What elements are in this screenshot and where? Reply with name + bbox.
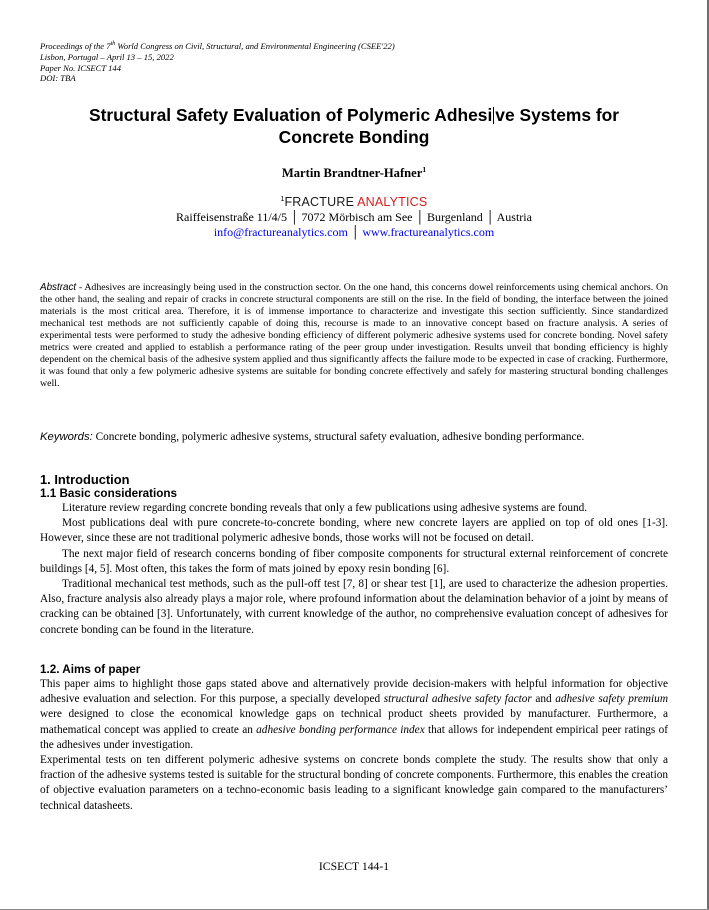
paragraph: This paper aims to highlight those gaps stated above and alternatively provide decision-makers with helpful information for objective adhesive evaluation and selection. For this purpose, a specially developed structural adhesive safety factor and adhesive safety premium were designed to close the economical knowledge gaps on technical product sheets provided by manufacturer. Furthermore, a mathematical concept was applied to create an adhesive bonding performance index that allows for independent empirical peer ratings of the adhesives under investigation. bbox=[40, 678, 668, 751]
section-heading-introduction: 1. Introduction bbox=[40, 472, 130, 487]
header-line-location: Lisbon, Portugal – April 13 – 15, 2022 bbox=[40, 51, 174, 62]
paragraph: Most publications deal with pure concrete-to-concrete bonding, where new concrete layers are applied on top of old ones [1-3]. However, since these are not traditional polymeric adhesive bonds, those works will not be focused on detail. bbox=[40, 517, 668, 545]
company-address: Raiffeisenstraße 11/4/5 │ 7072 Mörbisch am See │ Burgenland │ Austria bbox=[176, 210, 532, 225]
header-line-paper-no: Paper No. ICSECT 144 bbox=[40, 62, 122, 73]
author-name: Martin Brandtner-Hafner$^1$ bbox=[281, 165, 427, 181]
abstract: Abstract - Adhesives are increasingly being used in the construction sector. On the one hand, this concerns dowel reinforcements using chemical anchors. On the other hand, the sealing and repair of cracks in concrete structural components are still on the rise. In the field of bonding, the interface between the joined materials is the most critical area. Therefore, it is of immense importance to characterize and investigate this section sufficiently. Since standardized mechanical test methods are not sufficiently capable of doing this, recourse is made to an innovative concept based on fracture analysis. A series of experimental tests were performed to study the adhesive bonding efficiency of different polymeric adhesive systems used for concrete bonding. Novel safety metrics were created and applied to establish a performance rating of the peer group under investigation. Results unveil that bonding efficiency is highly dependent on the chemical basis of the adhesive system applied and thus significantly affects the failure mode to be expected in case of cracking. Furthermore, it was found that only a few polymeric adhesive systems are suitable for bonding concrete effectively and safely for mastering structural bonding challenges well. bbox=[40, 282, 668, 390]
header-line-conference: Proceedings of the 7th World Congress on Civil, Structural, and Environmental Engineering (CSEE'22) bbox=[40, 41, 395, 51]
affiliation-block bbox=[40, 192, 668, 240]
proceedings-header bbox=[40, 41, 395, 84]
website-link[interactable]: www.fractureanalytics.com bbox=[362, 225, 495, 240]
header-line-doi: DOI: TBA bbox=[40, 73, 76, 84]
basic-considerations-body bbox=[40, 501, 668, 638]
subsection-heading-basic-considerations: 1.1 Basic considerations bbox=[40, 487, 178, 500]
aims-body bbox=[40, 677, 668, 814]
paragraph: Literature review regarding concrete bonding reveals that only a few publications using adhesive systems are found. bbox=[62, 502, 588, 514]
email-link[interactable]: info@fractureanalytics.com bbox=[213, 225, 348, 240]
keywords: Keywords: Concrete bonding, polymeric adhesive systems, structural safety evaluation, adhesive bonding performance. bbox=[40, 431, 585, 443]
paragraph: Traditional mechanical test methods, such as the pull-off test [7, 8] or shear test [1], are used to characterize the adhesion properties. Also, fracture analysis also already plays a major role, where profound information about the delamination behavior of a joint by means of cracking can be obtained [3]. Unfortunately, with current knowledge of the author, no comprehensive evaluation concept of adhesives for concrete bonding can be found in the literature. bbox=[40, 578, 668, 636]
company-logo: $^1$FRACTURE ANALYTICS bbox=[280, 195, 428, 210]
abstract-label: Abstract bbox=[40, 282, 77, 293]
contact-links: info@fractureanalytics.com │ www.fractureanalytics.com bbox=[213, 225, 495, 240]
page-footer: ICSECT 144-1 bbox=[318, 860, 390, 873]
paper-title: Structural Safety Evaluation of Polymeric Adhesi ve Systems for Concrete Bonding bbox=[88, 105, 620, 147]
paragraph: Experimental tests on ten different polymeric adhesive systems on concrete bonds complete the study. The results show that only a fraction of the adhesive systems tested is suitable for the structural bonding of concrete components. Furthermore, this enables the creation of objective evaluation parameters on a techno-economic basis leading to a significant knowledge gain compared to the manufacturers’ technical datasheets. bbox=[40, 754, 668, 812]
paragraph: The next major field of research concerns bonding of fiber composite components for structural external reinforcement of concrete buildings [4, 5]. Most often, this takes the form of mats joined by epoxy resin bonding [6]. bbox=[40, 547, 668, 575]
keywords-label: Keywords: bbox=[40, 431, 93, 443]
subsection-heading-aims: 1.2. Aims of paper bbox=[40, 663, 141, 676]
